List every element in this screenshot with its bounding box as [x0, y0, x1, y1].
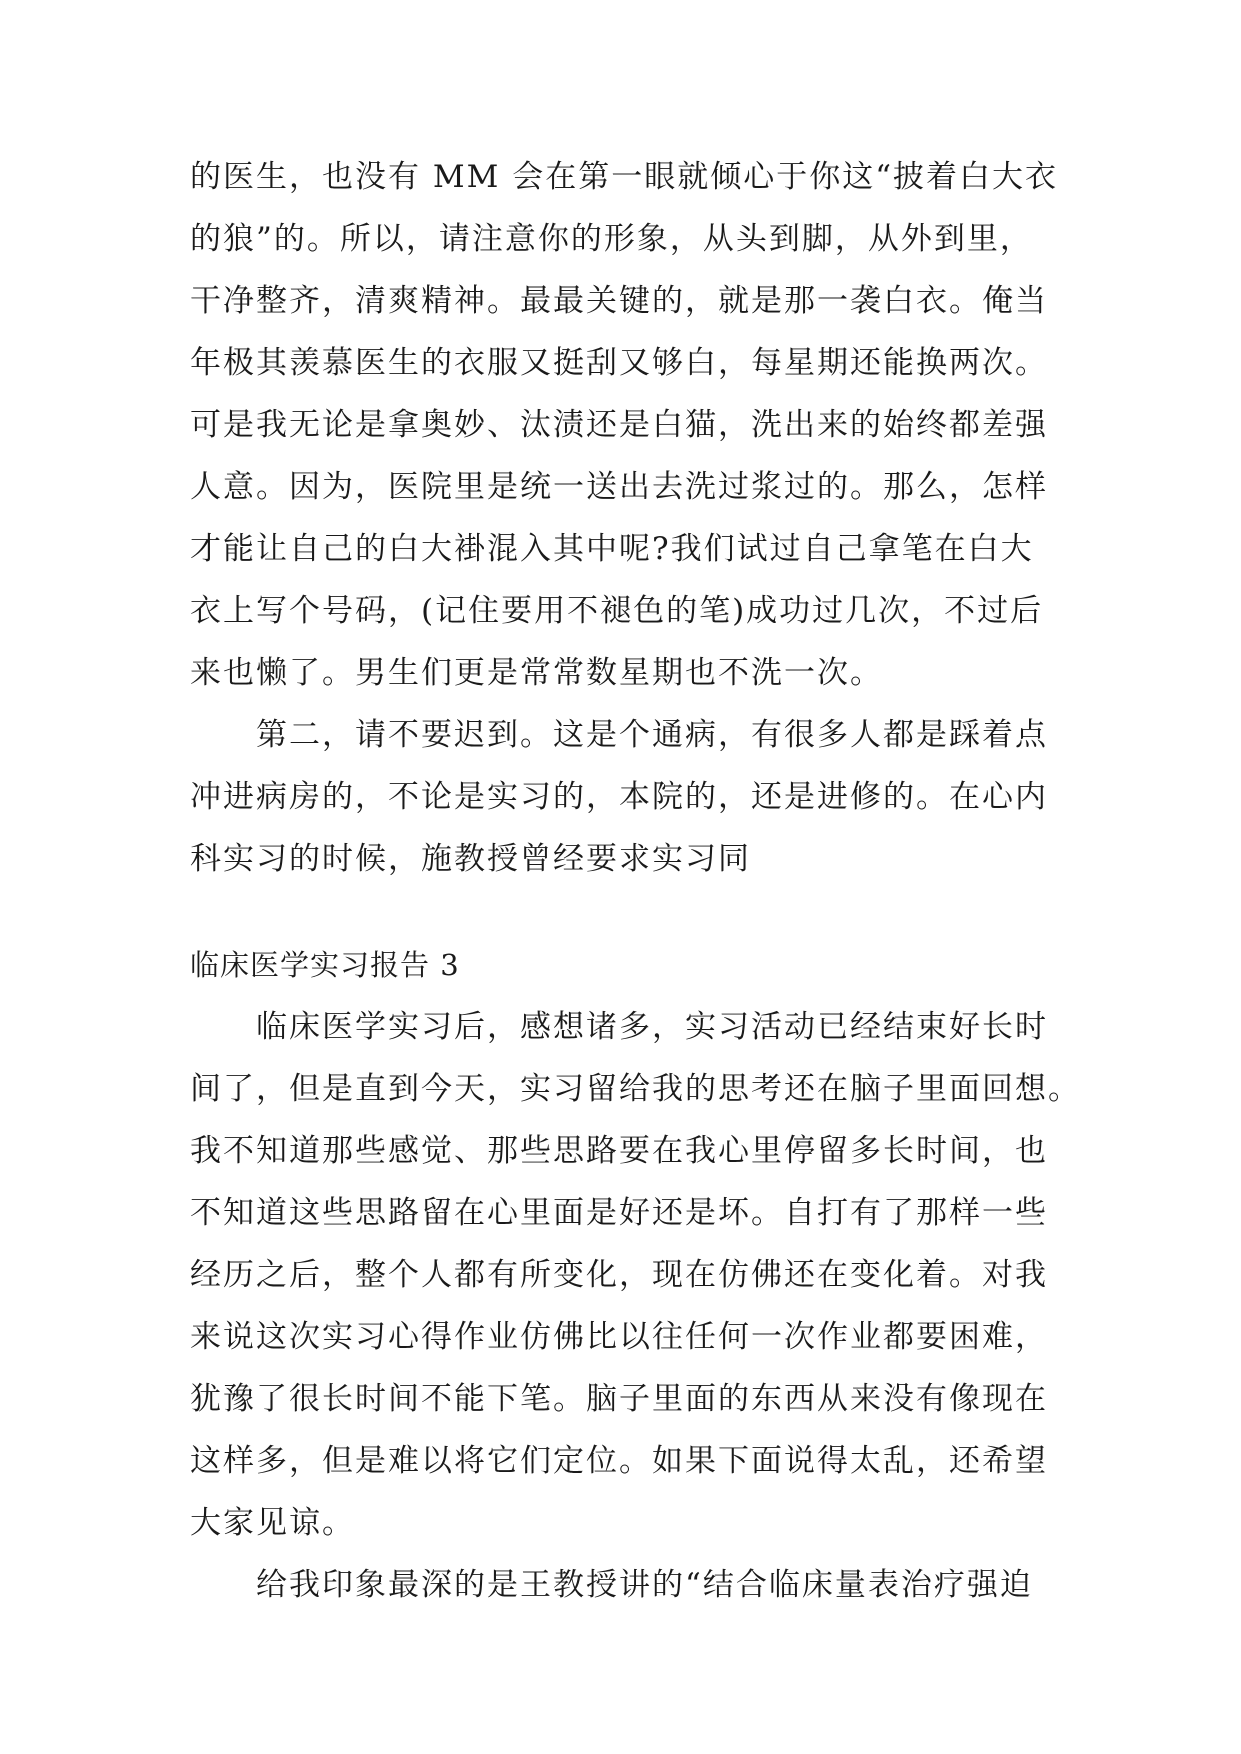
paragraph-1-line-8: 衣上写个号码，(记住要用不褪色的笔)成功过几次，不过后	[190, 593, 1044, 629]
paragraph-1-line-1: 的医生，也没有 MM 会在第一眼就倾心于你这“披着白大衣	[190, 159, 1059, 195]
paragraph-1-line-5: 可是我无论是拿奥妙、汰渍还是白猫，洗出来的始终都差强	[190, 407, 1048, 443]
paragraph-2-line-3: 科实习的时候，施教授曾经要求实习同	[190, 841, 751, 877]
paragraph-3-line-4: 不知道这些思路留在心里面是好还是坏。自打有了那样一些	[190, 1195, 1048, 1231]
paragraph-3-line-2: 间了，但是直到今天，实习留给我的思考还在脑子里面回想。	[190, 1071, 1081, 1107]
paragraph-1-line-4: 年极其羡慕医生的衣服又挺刮又够白，每星期还能换两次。	[190, 345, 1048, 381]
paragraph-1-line-2: 的狼”的。所以，请注意你的形象，从头到脚，从外到里，	[190, 221, 1033, 257]
paragraph-1-line-6: 人意。因为，医院里是统一送出去洗过浆过的。那么，怎样	[190, 469, 1048, 505]
paragraph-3-line-5: 经历之后，整个人都有所变化，现在仿佛还在变化着。对我	[190, 1257, 1048, 1293]
section-title: 临床医学实习报告 3	[190, 948, 460, 982]
paragraph-4-line-1: 给我印象最深的是王教授讲的“结合临床量表治疗强迫	[256, 1567, 1033, 1603]
paragraph-1-line-9: 来也懒了。男生们更是常常数星期也不洗一次。	[190, 655, 883, 691]
paragraph-3-line-7: 犹豫了很长时间不能下笔。脑子里面的东西从来没有像现在	[190, 1381, 1048, 1417]
paragraph-3-line-8: 这样多，但是难以将它们定位。如果下面说得太乱，还希望	[190, 1443, 1048, 1479]
paragraph-2-line-2: 冲进病房的，不论是实习的，本院的，还是进修的。在心内	[190, 779, 1048, 815]
paragraph-2-line-1: 第二，请不要迟到。这是个通病，有很多人都是踩着点	[256, 717, 1048, 753]
paragraph-3-line-6: 来说这次实习心得作业仿佛比以往任何一次作业都要困难，	[190, 1319, 1048, 1355]
paragraph-1-line-3: 干净整齐，清爽精神。最最关键的，就是那一袭白衣。俺当	[190, 283, 1048, 319]
paragraph-1-line-7: 才能让自己的白大褂混入其中呢?我们试过自己拿笔在白大	[190, 531, 1034, 567]
paragraph-3-line-3: 我不知道那些感觉、那些思路要在我心里停留多长时间，也	[190, 1133, 1048, 1169]
paragraph-3-line-1: 临床医学实习后，感想诸多，实习活动已经结束好长时	[256, 1009, 1048, 1045]
paragraph-3-line-9: 大家见谅。	[190, 1505, 355, 1541]
